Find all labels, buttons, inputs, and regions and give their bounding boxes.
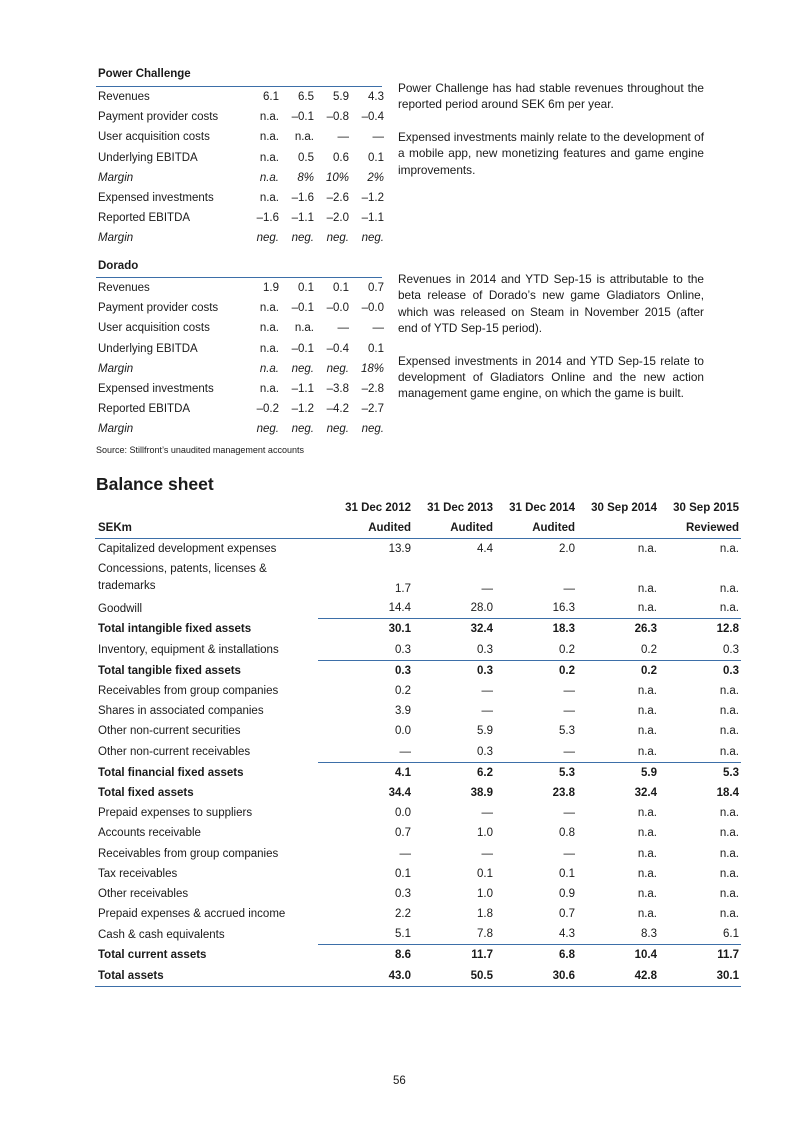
cell-value: 0.3 xyxy=(395,664,411,677)
table-row xyxy=(96,318,388,338)
cell-value: n.a. xyxy=(659,742,741,763)
cell-value: 18% xyxy=(360,362,384,375)
table-row xyxy=(95,742,741,763)
table-row xyxy=(95,660,741,681)
cell-value: — xyxy=(337,131,349,144)
cell-value: neg. xyxy=(361,423,384,436)
cell-value: 23.8 xyxy=(552,786,575,799)
cell-value: 3.9 xyxy=(395,705,411,718)
row-label: Capitalized development expenses xyxy=(98,543,277,556)
cell-value: 11.7 xyxy=(471,949,493,962)
row-label: Total fixed assets xyxy=(98,786,194,799)
cell-value: — xyxy=(563,847,575,860)
cell-value: — xyxy=(372,322,384,335)
table-row xyxy=(96,208,388,228)
cell-value: 0.1 xyxy=(477,867,493,880)
table-row xyxy=(96,298,388,318)
cell-value: 5.9 xyxy=(477,725,493,738)
table-row xyxy=(96,107,388,127)
cell-value: –1.1 xyxy=(291,212,314,225)
cell-value: 5.9 xyxy=(333,91,349,104)
cell-value: 0.1 xyxy=(559,867,575,880)
row-label: Cash & cash equivalents xyxy=(98,928,225,941)
cell-value: 5.3 xyxy=(723,766,739,779)
dorado-title: Dorado xyxy=(98,260,139,272)
cell-value: 34.4 xyxy=(388,786,411,799)
cell-value: n.a. xyxy=(637,725,657,738)
cell-value: n.a. xyxy=(259,171,279,184)
dorado-paragraph-1: Revenues in 2014 and YTD Sep-15 is attributable to the beta release of Dorado’s new game Gladiators Online, which was released on Steam in November 2015 (after end of YTD Sep-15 period). xyxy=(398,272,704,336)
table-row xyxy=(95,904,741,924)
cell-value: n.a. xyxy=(637,827,657,840)
cell-value: 1.8 xyxy=(477,908,493,921)
period-header: 30 Sep 2014 xyxy=(591,502,657,514)
cell-value: n.a. xyxy=(719,908,739,921)
table-row xyxy=(96,419,388,439)
cell-value: 6.1 xyxy=(263,91,279,104)
cell-value: neg. xyxy=(326,362,349,375)
cell-value: 0.0 xyxy=(395,807,411,820)
row-label: Margin xyxy=(98,232,134,245)
cell-value: –4.2 xyxy=(326,403,349,416)
row-label: Other non-current securities xyxy=(98,725,241,738)
period-header: 30 Sep 2015 xyxy=(673,502,739,514)
cell-value: — xyxy=(481,807,493,820)
cell-value: n.a. xyxy=(719,827,739,840)
period-header: 31 Dec 2012 xyxy=(345,502,411,514)
period-header: 31 Dec 2013 xyxy=(427,502,493,514)
cell-value: neg. xyxy=(256,232,279,245)
cell-value: 0.3 xyxy=(723,664,739,677)
cell-value: 50.5 xyxy=(413,966,495,987)
cell-value: 1.0 xyxy=(477,827,493,840)
table-row xyxy=(95,539,741,560)
row-label: Tax receivables xyxy=(98,867,178,880)
cell-value: — xyxy=(481,583,493,596)
table-row xyxy=(96,228,388,248)
cell-value: n.a. xyxy=(659,598,741,619)
cell-value: –1.6 xyxy=(291,192,314,205)
cell-value: n.a. xyxy=(719,583,739,596)
cell-value: n.a. xyxy=(259,342,279,355)
cell-value: — xyxy=(481,685,493,698)
row-label: Other non-current receivables xyxy=(98,745,251,758)
cell-value: neg. xyxy=(326,232,349,245)
cell-value: neg. xyxy=(291,232,314,245)
table-row xyxy=(96,278,388,298)
cell-value: neg. xyxy=(291,362,314,375)
cell-value: 4.1 xyxy=(395,766,411,779)
cell-value: n.a. xyxy=(637,807,657,820)
cell-value: n.a. xyxy=(577,598,659,619)
cell-value: 30.6 xyxy=(495,966,577,987)
balance-sheet-title: Balance sheet xyxy=(96,474,214,494)
cell-value: 0.2 xyxy=(495,640,577,661)
cell-value: n.a. xyxy=(259,322,279,335)
cell-value: 0.2 xyxy=(395,685,411,698)
table-row xyxy=(95,721,741,741)
cell-value: 0.3 xyxy=(413,640,495,661)
cell-value: 28.0 xyxy=(413,598,495,619)
cell-value: n.a. xyxy=(719,847,739,860)
cell-value: n.a. xyxy=(259,302,279,315)
audit-status: Audited xyxy=(495,518,577,539)
cell-value: 38.9 xyxy=(470,786,493,799)
cell-value: –0.1 xyxy=(291,342,314,355)
cell-value: 6.5 xyxy=(298,91,314,104)
power-challenge-table xyxy=(96,87,388,249)
cell-value: –0.4 xyxy=(361,111,384,124)
cell-value: 5.3 xyxy=(559,725,575,738)
table-row xyxy=(95,864,741,884)
cell-value: 4.4 xyxy=(477,543,493,556)
row-label: Payment provider costs xyxy=(98,302,219,315)
cell-value: 0.1 xyxy=(298,282,314,295)
cell-value: n.a. xyxy=(719,705,739,718)
cell-value: — xyxy=(318,742,413,763)
cell-value: — xyxy=(563,685,575,698)
cell-value: — xyxy=(337,322,349,335)
row-label: Margin xyxy=(98,362,134,375)
table-row xyxy=(95,762,741,783)
cell-value: — xyxy=(481,705,493,718)
audit-status: Reviewed xyxy=(659,518,741,539)
cell-value: –2.7 xyxy=(361,403,384,416)
cell-value: 0.2 xyxy=(559,664,575,677)
row-label: Reported EBITDA xyxy=(98,212,191,225)
cell-value: 30.1 xyxy=(388,623,411,636)
cell-value: 42.8 xyxy=(577,966,659,987)
row-label: Accounts receivable xyxy=(98,827,201,840)
cell-value: 0.1 xyxy=(395,867,411,880)
balance-sheet-table xyxy=(95,498,741,987)
cell-value: — xyxy=(563,807,575,820)
cell-value: 2.0 xyxy=(559,543,575,556)
cell-value: n.a. xyxy=(637,867,657,880)
row-label: Payment provider costs xyxy=(98,111,219,124)
row-label: Inventory, equipment & installations xyxy=(98,643,279,656)
cell-value: 0.3 xyxy=(413,742,495,763)
cell-value: n.a. xyxy=(719,543,739,556)
cell-value: n.a. xyxy=(719,887,739,900)
cell-value: 0.2 xyxy=(641,664,657,677)
cell-value: –0.8 xyxy=(326,111,349,124)
table-row xyxy=(95,843,741,863)
table-row xyxy=(95,966,741,987)
table-row xyxy=(95,598,741,619)
cell-value: 6.2 xyxy=(477,766,493,779)
cell-value: n.a. xyxy=(577,742,659,763)
cell-value: n.a. xyxy=(637,908,657,921)
power-challenge-title: Power Challenge xyxy=(98,68,191,80)
cell-value: –0.0 xyxy=(361,302,384,315)
cell-value: n.a. xyxy=(637,847,657,860)
table-row xyxy=(95,803,741,823)
cell-value: n.a. xyxy=(259,383,279,396)
cell-value: 14.4 xyxy=(318,598,413,619)
cell-value: –1.1 xyxy=(361,212,384,225)
table-row xyxy=(95,884,741,904)
table-row xyxy=(95,783,741,803)
table-row xyxy=(96,148,388,168)
table-row xyxy=(96,359,388,379)
cell-value: n.a. xyxy=(719,867,739,880)
cell-value: neg. xyxy=(256,423,279,436)
row-label: Revenues xyxy=(98,282,150,295)
row-label: Other receivables xyxy=(98,887,189,900)
cell-value: 5.3 xyxy=(559,766,575,779)
table-row xyxy=(95,681,741,701)
cell-value: 4.3 xyxy=(368,91,384,104)
cell-value: –1.2 xyxy=(291,403,314,416)
cell-value: –1.1 xyxy=(291,383,314,396)
cell-value: 0.7 xyxy=(559,908,575,921)
cell-value: 0.1 xyxy=(368,342,384,355)
cell-value: –0.2 xyxy=(256,403,279,416)
cell-value: neg. xyxy=(326,423,349,436)
cell-value: n.a. xyxy=(259,362,279,375)
row-label: Underlying EBITDA xyxy=(98,342,198,355)
cell-value: –1.6 xyxy=(256,212,279,225)
cell-value: 2.2 xyxy=(395,908,411,921)
row-label: Prepaid expenses to suppliers xyxy=(98,807,253,820)
table-row xyxy=(95,640,741,661)
cell-value: 32.4 xyxy=(634,786,657,799)
cell-value: 0.1 xyxy=(333,282,349,295)
cell-value: 30.1 xyxy=(659,966,741,987)
row-label: Total intangible fixed assets xyxy=(98,623,252,636)
cell-value: 0.6 xyxy=(333,151,349,164)
unit-label: SEKm xyxy=(95,518,318,539)
cell-value: 1.9 xyxy=(263,282,279,295)
cell-value: –0.1 xyxy=(291,302,314,315)
table-row xyxy=(96,188,388,208)
row-label: Total tangible fixed assets xyxy=(98,664,241,677)
power-challenge-paragraph-2: Expensed investments mainly relate to the development of a mobile app, new monetizing features and game engine improvements. xyxy=(398,129,704,177)
table-row xyxy=(96,399,388,419)
cell-value: 6.1 xyxy=(659,924,741,945)
row-label: Margin xyxy=(98,171,134,184)
dorado-commentary xyxy=(398,271,704,418)
row-label: User acquisition costs xyxy=(98,322,210,335)
source-note: Source: Stillfront’s unaudited management accounts xyxy=(96,445,304,455)
table-row xyxy=(96,339,388,359)
row-label: Underlying EBITDA xyxy=(98,151,198,164)
cell-value: n.a. xyxy=(719,685,739,698)
cell-value: n.a. xyxy=(637,543,657,556)
cell-value: 6.8 xyxy=(559,949,575,962)
table-row xyxy=(95,619,741,640)
power-challenge-commentary xyxy=(398,80,704,194)
row-label: Revenues xyxy=(98,91,150,104)
row-label: Prepaid expenses & accrued income xyxy=(98,908,286,921)
cell-value: n.a. xyxy=(294,131,314,144)
cell-value: 8.3 xyxy=(577,924,659,945)
cell-value: 0.3 xyxy=(477,664,493,677)
cell-value: 0.3 xyxy=(659,640,741,661)
cell-value: — xyxy=(481,847,493,860)
row-label: User acquisition costs xyxy=(98,131,210,144)
row-label: Reported EBITDA xyxy=(98,403,191,416)
cell-value: 5.9 xyxy=(641,766,657,779)
row-label: Total assets xyxy=(95,966,318,987)
cell-value: n.a. xyxy=(637,685,657,698)
cell-value: — xyxy=(563,583,575,596)
row-label: Expensed investments xyxy=(98,192,214,205)
cell-value: n.a. xyxy=(259,151,279,164)
cell-value: 11.7 xyxy=(717,949,739,962)
cell-value: 8.6 xyxy=(395,949,411,962)
cell-value: n.a. xyxy=(259,192,279,205)
cell-value: 5.1 xyxy=(318,924,413,945)
cell-value: n.a. xyxy=(637,583,657,596)
table-row xyxy=(95,823,741,843)
row-label: Shares in associated companies xyxy=(98,705,264,718)
table-row xyxy=(95,924,741,945)
row-label: Total current assets xyxy=(98,949,207,962)
table-row xyxy=(96,379,388,399)
row-label: Expensed investments xyxy=(98,383,214,396)
cell-value: 2% xyxy=(367,171,384,184)
table-row xyxy=(96,87,388,107)
row-label: Receivables from group companies xyxy=(98,847,279,860)
cell-value: –2.8 xyxy=(361,383,384,396)
balance-sheet-period-header xyxy=(95,498,741,518)
row-label: Goodwill xyxy=(98,602,143,615)
cell-value: 1.7 xyxy=(395,583,411,596)
audit-status xyxy=(577,518,659,539)
row-label: Margin xyxy=(98,423,134,436)
cell-value: 4.3 xyxy=(495,924,577,945)
row-label: Total financial fixed assets xyxy=(98,766,244,779)
cell-value: 0.8 xyxy=(559,827,575,840)
cell-value: 0.7 xyxy=(395,827,411,840)
dorado-paragraph-2: Expensed investments in 2014 and YTD Sep-15 relate to development of Gladiators Online and the new action management game engine, on which the game is built. xyxy=(398,353,704,401)
cell-value: 32.4 xyxy=(470,623,493,636)
cell-value: neg. xyxy=(361,232,384,245)
cell-value: 0.0 xyxy=(395,725,411,738)
dorado-table xyxy=(96,278,388,440)
table-row xyxy=(95,945,741,966)
cell-value: 10.4 xyxy=(634,949,657,962)
cell-value: 10% xyxy=(325,171,349,184)
table-row xyxy=(95,701,741,721)
cell-value: neg. xyxy=(291,423,314,436)
cell-value: 16.3 xyxy=(495,598,577,619)
cell-value: 18.3 xyxy=(552,623,575,636)
cell-value: –0.0 xyxy=(326,302,349,315)
cell-value: 18.4 xyxy=(716,786,739,799)
cell-value: n.a. xyxy=(719,807,739,820)
cell-value: 0.9 xyxy=(559,887,575,900)
cell-value: n.a. xyxy=(719,725,739,738)
cell-value: 0.7 xyxy=(368,282,384,295)
cell-value: n.a. xyxy=(637,887,657,900)
cell-value: n.a. xyxy=(259,131,279,144)
cell-value: — xyxy=(399,847,411,860)
cell-value: –3.8 xyxy=(326,383,349,396)
cell-value: –2.0 xyxy=(326,212,349,225)
table-row xyxy=(96,168,388,188)
table-row xyxy=(95,559,741,598)
cell-value: 0.3 xyxy=(395,887,411,900)
cell-value: 0.5 xyxy=(298,151,314,164)
cell-value: n.a. xyxy=(259,111,279,124)
audit-status: Audited xyxy=(413,518,495,539)
cell-value: 13.9 xyxy=(388,543,411,556)
cell-value: –0.4 xyxy=(326,342,349,355)
row-label: Receivables from group companies xyxy=(98,685,279,698)
cell-value: 12.8 xyxy=(716,623,739,636)
cell-value: –0.1 xyxy=(291,111,314,124)
cell-value: — xyxy=(495,742,577,763)
cell-value: n.a. xyxy=(637,705,657,718)
cell-value: — xyxy=(372,131,384,144)
balance-sheet-audit-header xyxy=(95,518,741,539)
cell-value: 1.0 xyxy=(477,887,493,900)
table-row xyxy=(96,127,388,147)
cell-value: –1.2 xyxy=(361,192,384,205)
audit-status: Audited xyxy=(318,518,413,539)
cell-value: 0.1 xyxy=(368,151,384,164)
cell-value: 0.3 xyxy=(318,640,413,661)
page-number: 56 xyxy=(393,1075,406,1087)
cell-value: 43.0 xyxy=(318,966,413,987)
cell-value: 26.3 xyxy=(634,623,657,636)
cell-value: 8% xyxy=(297,171,314,184)
cell-value: –2.6 xyxy=(326,192,349,205)
cell-value: 0.2 xyxy=(577,640,659,661)
power-challenge-paragraph-1: Power Challenge has had stable revenues throughout the reported period around SEK 6m per year. xyxy=(398,81,704,112)
cell-value: 7.8 xyxy=(413,924,495,945)
cell-value: — xyxy=(563,705,575,718)
row-label: Concessions, patents, licenses & trademarks xyxy=(98,563,267,593)
period-header: 31 Dec 2014 xyxy=(509,502,575,514)
cell-value: n.a. xyxy=(294,322,314,335)
